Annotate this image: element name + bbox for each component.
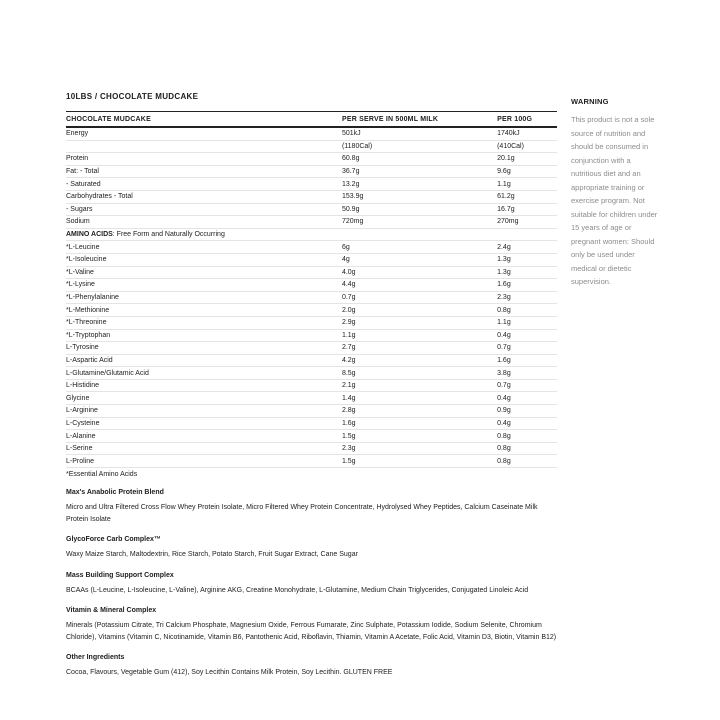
per-100g-value: 0.8g <box>497 304 557 317</box>
nutrient-label: L-Serine <box>66 442 342 455</box>
table-row <box>66 216 557 229</box>
per-100g-value: 1.6g <box>497 279 557 292</box>
per-100g-value: 0.4g <box>497 329 557 342</box>
nutrient-label <box>66 140 342 153</box>
section-heading: GlycoForce Carb Complex™ <box>66 536 161 544</box>
ingredient-section <box>66 654 557 679</box>
table-row <box>66 127 557 140</box>
nutrient-label: L-Alanine <box>66 430 342 443</box>
col-header-per-100g: PER 100G <box>497 112 557 128</box>
table-row <box>66 241 557 254</box>
per-100g-value: (410Cal) <box>497 140 557 153</box>
table-row <box>66 430 557 443</box>
section-heading: Max's Anabolic Protein Blend <box>66 489 164 497</box>
nutrient-label: Energy <box>66 127 342 140</box>
per-100g-value: 1.1g <box>497 316 557 329</box>
table-row <box>66 379 557 392</box>
per-serve-value: 2.1g <box>342 379 497 392</box>
table-row <box>66 304 557 317</box>
ingredient-section <box>66 489 557 525</box>
table-row <box>66 405 557 418</box>
section-body: Waxy Maize Starch, Maltodextrin, Rice Starch, Potato Starch, Fruit Sugar Extract, Cane Sugar <box>66 551 358 559</box>
nutrition-table <box>66 111 557 480</box>
table-row <box>66 253 557 266</box>
warning-heading: WARNING <box>571 97 609 106</box>
nutrient-label: L-Arginine <box>66 405 342 418</box>
nutrient-label: *L-Threonine <box>66 316 342 329</box>
ingredient-sections <box>66 489 557 679</box>
per-serve-value: 6g <box>342 241 497 254</box>
table-row <box>66 316 557 329</box>
per-serve-value: 4.0g <box>342 266 497 279</box>
table-row <box>66 329 557 342</box>
table-row <box>66 354 557 367</box>
per-serve-value: 1.6g <box>342 417 497 430</box>
table-section-row <box>66 228 557 241</box>
per-serve-value: 1.1g <box>342 329 497 342</box>
nutrient-label: Fat: - Total <box>66 165 342 178</box>
per-100g-value: 0.9g <box>497 405 557 418</box>
nutrient-label: *L-Phenylalanine <box>66 291 342 304</box>
warning-text: This product is not a sole source of nutrition and should be consumed in conjunction with a nutritious diet and an appropriate training or exercise program. Not suitable for children under 15 years of age or pregnant women: Should only be used under medical or dietetic supervision. <box>571 115 658 286</box>
table-header-row <box>66 112 557 128</box>
nutrient-label: L-Aspartic Acid <box>66 354 342 367</box>
per-serve-value: 2.8g <box>342 405 497 418</box>
per-serve-value: (1180Cal) <box>342 140 497 153</box>
per-serve-value: 2.3g <box>342 442 497 455</box>
page-title: 10LBS / CHOCOLATE MUDCAKE <box>66 92 199 101</box>
section-body: Minerals (Potassium Citrate, Tri Calcium Phosphate, Magnesium Oxide, Ferrous Fumarate, Zinc Sulphate, Potassium Iodide, Sodium Selenite, Chromium Chloride), Vitamins (Vitamin C, Nicotinamide, Vitamin B6, Pantothenic Acid, Riboflavin, Thiamin, Vitamin A Acetate, Folic Acid, Vitamin D3, Biotin, Vitamin B12) <box>66 622 557 641</box>
per-serve-value: 13.2g <box>342 178 497 191</box>
per-serve-value: 153.9g <box>342 190 497 203</box>
per-100g-value: 0.7g <box>497 379 557 392</box>
per-100g-value: 0.7g <box>497 342 557 355</box>
table-row <box>66 291 557 304</box>
nutrient-label: Protein <box>66 153 342 166</box>
nutrient-label: - Sugars <box>66 203 342 216</box>
table-row <box>66 342 557 355</box>
per-serve-value: 2.9g <box>342 316 497 329</box>
per-serve-value: 60.8g <box>342 153 497 166</box>
per-serve-value: 4.2g <box>342 354 497 367</box>
nutrient-label: *L-Valine <box>66 266 342 279</box>
ingredient-section <box>66 607 557 643</box>
section-body: Cocoa, Flavours, Vegetable Gum (412), Soy Lecithin Contains Milk Protein, Soy Lecithin. GLUTEN FREE <box>66 669 393 677</box>
warning-panel <box>571 97 659 289</box>
per-100g-value: 1.6g <box>497 354 557 367</box>
col-header-product: CHOCOLATE MUDCAKE <box>66 112 342 128</box>
table-row <box>66 178 557 191</box>
table-row <box>66 279 557 292</box>
per-100g-value: 0.4g <box>497 417 557 430</box>
per-100g-value: 2.3g <box>497 291 557 304</box>
per-serve-value: 4g <box>342 253 497 266</box>
per-100g-value: 1.1g <box>497 178 557 191</box>
per-serve-value: 4.4g <box>342 279 497 292</box>
per-serve-value: 2.7g <box>342 342 497 355</box>
per-serve-value: 720mg <box>342 216 497 229</box>
per-serve-value: 8.5g <box>342 367 497 380</box>
footnote-cell: *Essential Amino Acids <box>66 471 138 479</box>
nutrient-label: Sodium <box>66 216 342 229</box>
per-serve-value: 1.5g <box>342 430 497 443</box>
section-heading: Other Ingredients <box>66 654 125 662</box>
nutrient-label: *L-Isoleucine <box>66 253 342 266</box>
per-serve-value: 36.7g <box>342 165 497 178</box>
nutrient-label: *L-Tryptophan <box>66 329 342 342</box>
ingredient-section <box>66 536 557 561</box>
nutrient-label: Carbohydrates - Total <box>66 190 342 203</box>
nutrient-label: L-Cysteine <box>66 417 342 430</box>
per-serve-value: 2.0g <box>342 304 497 317</box>
table-row <box>66 417 557 430</box>
section-body: Micro and Ultra Filtered Cross Flow Whey Protein Isolate, Micro Filtered Whey Protein Concentrate, Hydrolysed Whey Peptides, Calcium Caseinate Milk Protein Isolate <box>66 504 538 523</box>
table-footnote-row <box>66 468 557 481</box>
nutrient-label: *L-Methionine <box>66 304 342 317</box>
per-100g-value: 0.4g <box>497 392 557 405</box>
section-heading: Vitamin & Mineral Complex <box>66 607 157 615</box>
nutrient-label: L-Proline <box>66 455 342 468</box>
per-100g-value: 0.8g <box>497 442 557 455</box>
table-row <box>66 367 557 380</box>
per-100g-value: 270mg <box>497 216 557 229</box>
table-row <box>66 392 557 405</box>
per-serve-value: 1.4g <box>342 392 497 405</box>
per-100g-value: 0.8g <box>497 430 557 443</box>
per-100g-value: 2.4g <box>497 241 557 254</box>
per-100g-value: 1740kJ <box>497 127 557 140</box>
main-column <box>66 92 557 690</box>
table-row <box>66 190 557 203</box>
per-serve-value: 501kJ <box>342 127 497 140</box>
section-heading: Mass Building Support Complex <box>66 571 174 579</box>
table-row <box>66 165 557 178</box>
per-100g-value: 9.6g <box>497 165 557 178</box>
per-serve-value: 1.5g <box>342 455 497 468</box>
nutrient-label: *L-Lysine <box>66 279 342 292</box>
per-100g-value: 20.1g <box>497 153 557 166</box>
per-100g-value: 3.8g <box>497 367 557 380</box>
nutrient-label: Glycine <box>66 392 342 405</box>
nutrient-label: L-Glutamine/Glutamic Acid <box>66 367 342 380</box>
table-row <box>66 203 557 216</box>
nutrient-label: *L-Leucine <box>66 241 342 254</box>
nutrient-label: L-Histidine <box>66 379 342 392</box>
per-100g-value: 16.7g <box>497 203 557 216</box>
per-serve-value: 0.7g <box>342 291 497 304</box>
col-header-per-serve: PER SERVE IN 500ML MILK <box>342 112 497 128</box>
per-100g-value: 1.3g <box>497 266 557 279</box>
table-row <box>66 153 557 166</box>
nutrient-label: L-Tyrosine <box>66 342 342 355</box>
table-row <box>66 266 557 279</box>
ingredient-section <box>66 572 557 597</box>
per-100g-value: 0.8g <box>497 455 557 468</box>
per-100g-value: 1.3g <box>497 253 557 266</box>
nutrient-label: - Saturated <box>66 178 342 191</box>
section-header-cell: AMINO ACIDS: Free Form and Naturally Occurring <box>66 228 557 241</box>
section-body: BCAAs (L-Leucine, L-Isoleucine, L-Valine), Arginine AKG, Creatine Monohydrate, L-Glutamine, Medium Chain Triglycerides, Conjugated Linoleic Acid <box>66 586 529 594</box>
per-100g-value: 61.2g <box>497 190 557 203</box>
table-row <box>66 442 557 455</box>
table-row <box>66 455 557 468</box>
per-serve-value: 50.9g <box>342 203 497 216</box>
table-row <box>66 140 557 153</box>
